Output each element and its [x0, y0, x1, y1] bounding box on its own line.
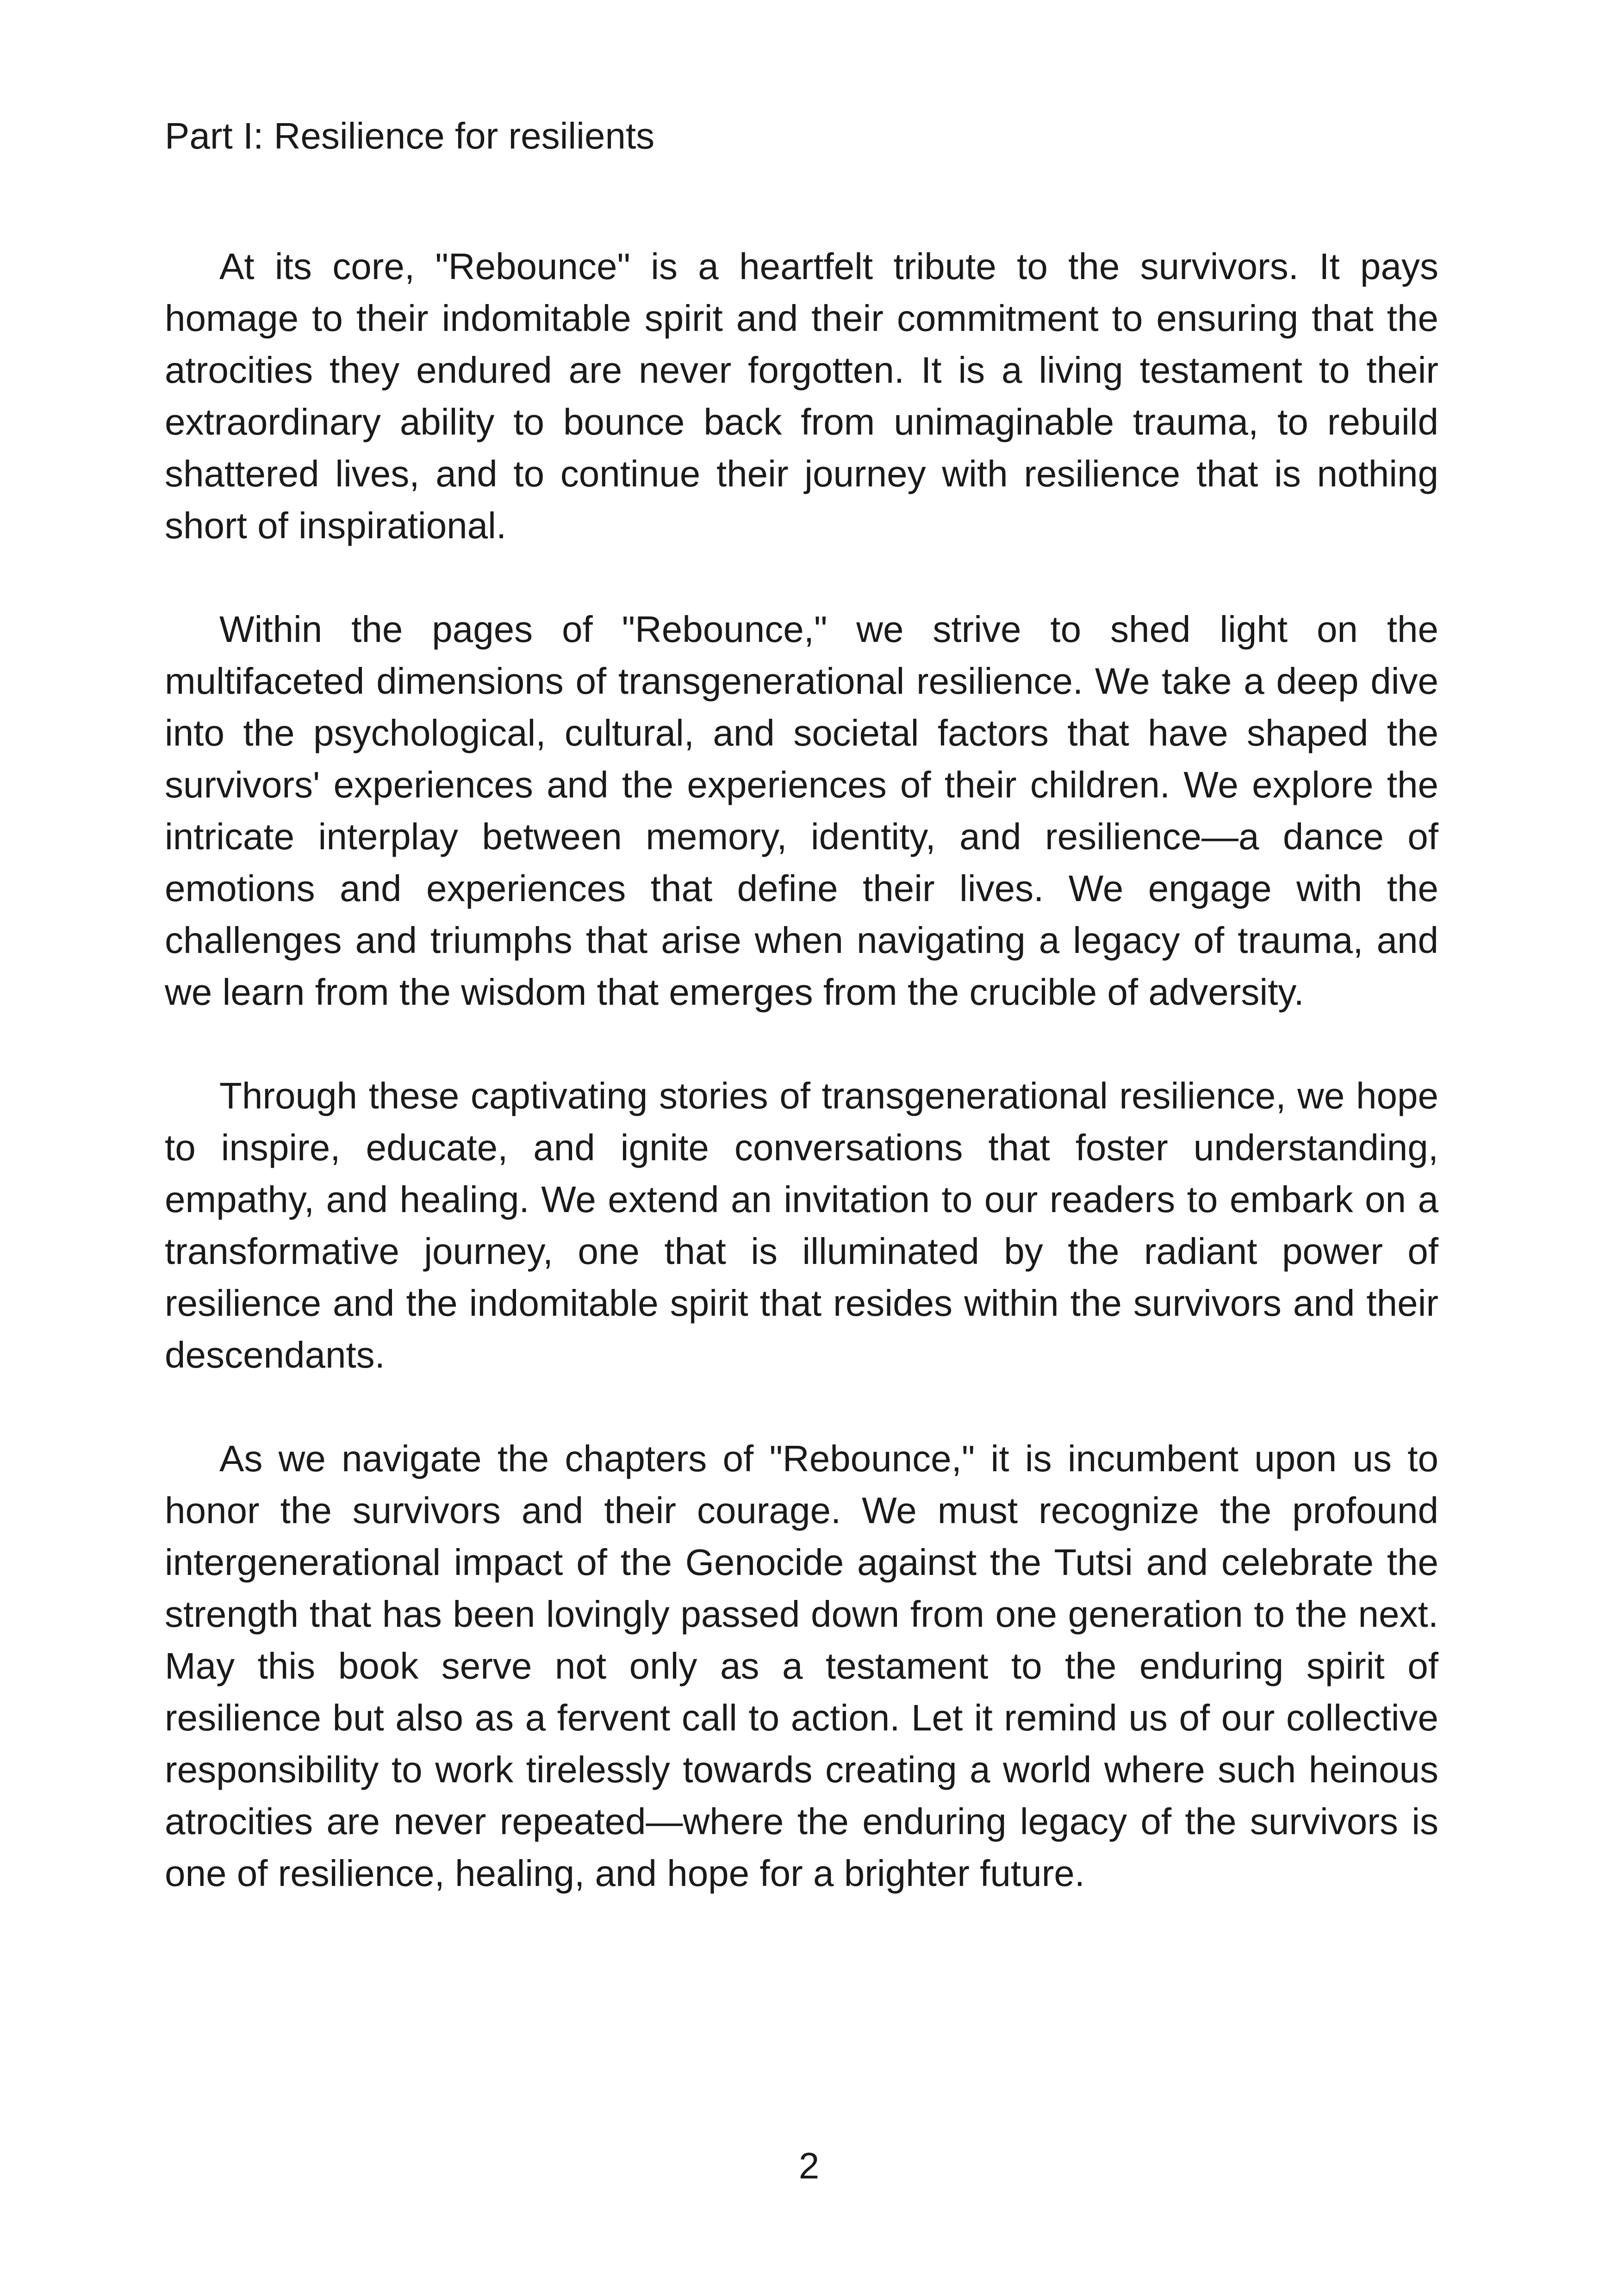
page-number: 2 — [798, 2145, 820, 2186]
paragraph-4: As we navigate the chapters of "Rebounce," it is incumbent upon us to honor the survivors and their courage. We must recognize the profound intergenerational impact of the Genocide against the Tutsi and celebrate the strength that has been lovingly passed down from one generation to the next. May this book serve not only as a testament to the enduring spirit of resilience but also as a fervent call to action. Let it remind us of our collective responsibility to work tirelessly towards creating a world where such heinous atrocities are never repeated—where the enduring legacy of the survivors is one of resilience, healing, and hope for a brighter future. — [165, 1438, 1438, 1894]
section-header: Part I: Resilience for resilients — [165, 115, 655, 156]
paragraph-2: Within the pages of "Rebounce," we strive to shed light on the multifaceted dimensions of transgenerational resilience. We take a deep dive into the psychological, cultural, and societal factors that have shaped the survivors' experiences and the experiences of their children. We explore the intricate interplay between memory, identity, and resilience—a dance of emotions and experiences that define their lives. We engage with the challenges and triumphs that arise when navigating a legacy of trauma, and we learn from the wisdom that emerges from the crucible of adversity. — [165, 609, 1438, 1013]
paragraph-1: At its core, "Rebounce" is a heartfelt tribute to the survivors. It pays homage to their indomitable spirit and their commitment to ensuring that the atrocities they endured are never forgotten. It is a living testament to their extraordinary ability to bounce back from unimaginable trauma, to rebuild shattered lives, and to continue their journey with resilience that is nothing short of inspirational. — [165, 246, 1438, 546]
body-text — [165, 241, 1438, 1951]
paragraph-3: Through these captivating stories of transgenerational resilience, we hope to inspire, educate, and ignite conversations that foster understanding, empathy, and healing. We extend an invitation to our readers to embark on a transformative journey, one that is illuminated by the radiant power of resilience and the indomitable spirit that resides within the survivors and their descendants. — [165, 1075, 1438, 1375]
